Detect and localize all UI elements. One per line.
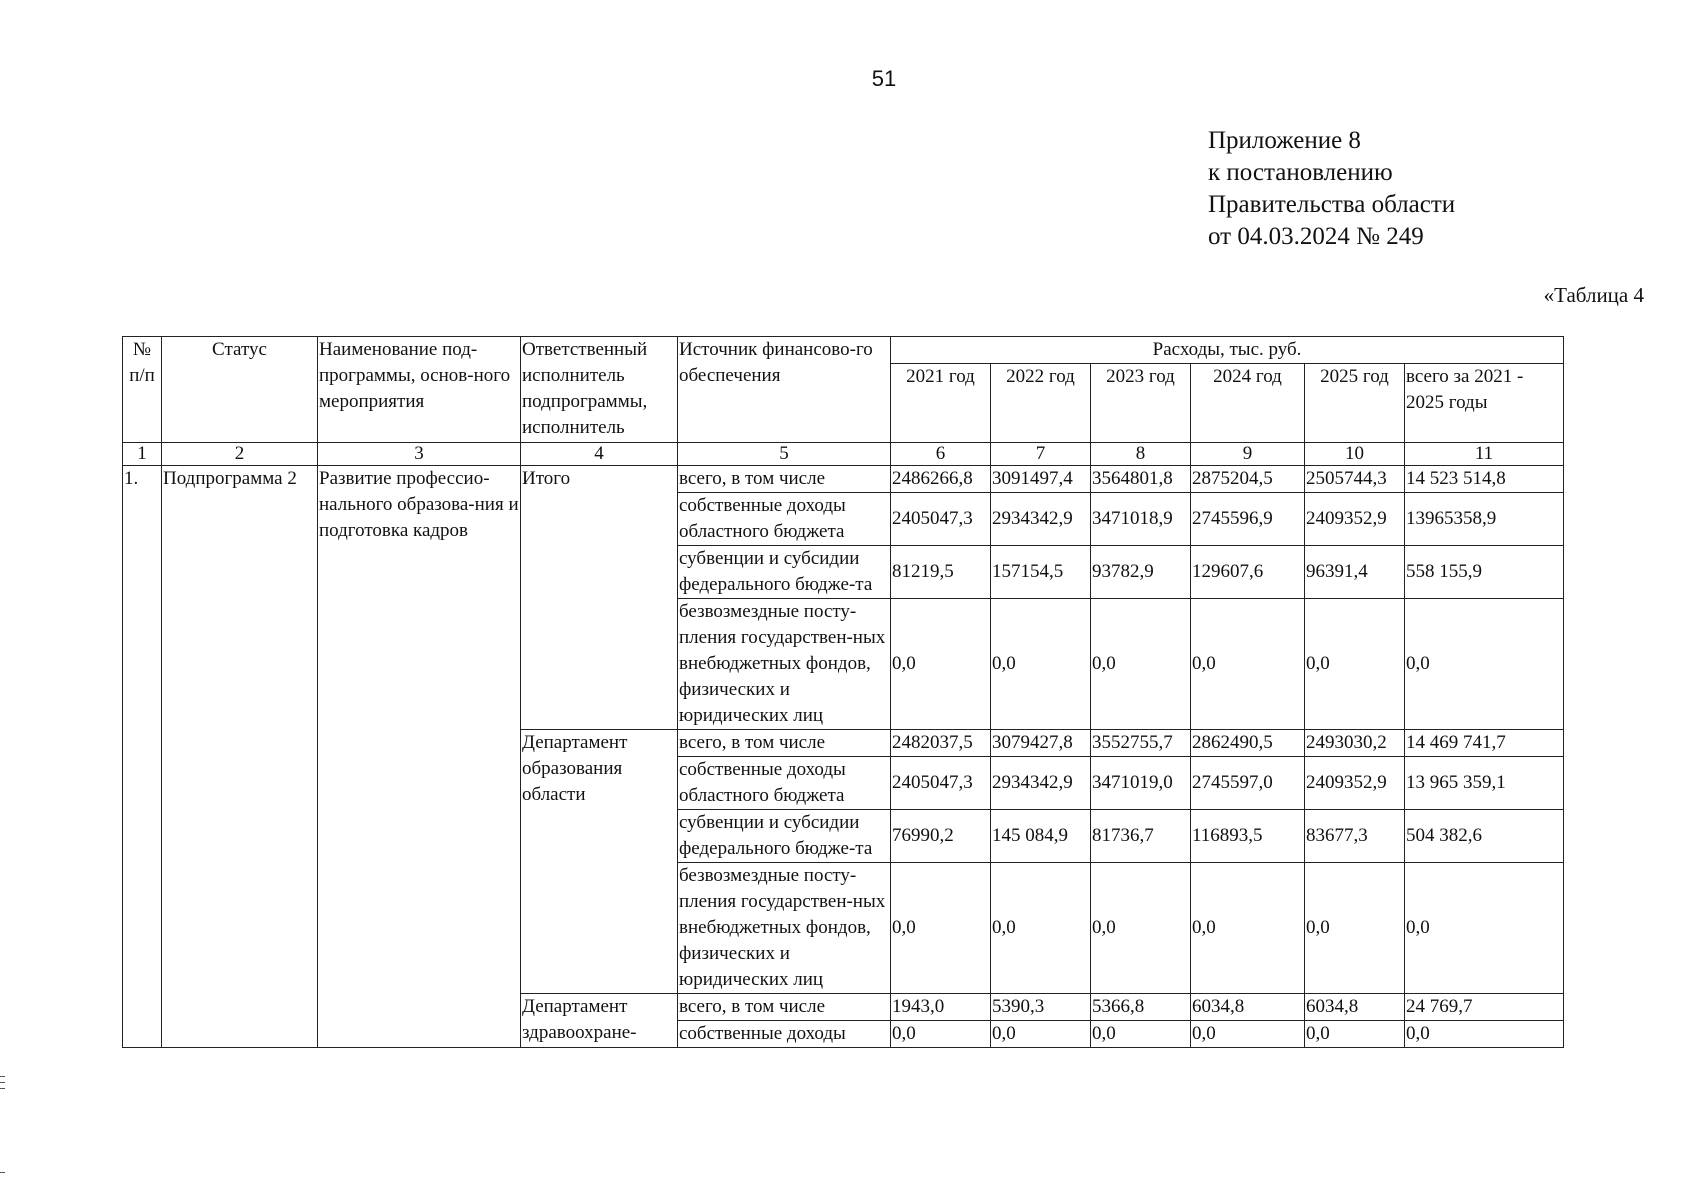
value-cell: 0,0 [1405, 1021, 1564, 1048]
value-cell: 0,0 [1191, 863, 1305, 994]
header-year-2023: 2023 год [1091, 364, 1191, 443]
source-cell: безвозмездные посту-пления государствен-ных внебюджетных фондов, физических и юридических лиц [678, 863, 891, 994]
column-number-row [123, 443, 1564, 466]
value-cell: 2745597,0 [1191, 757, 1305, 810]
value-cell: 3079427,8 [991, 730, 1091, 757]
header-year-total: всего за 2021 - 2025 годы [1405, 364, 1564, 443]
header-expenses: Расходы, тыс. руб. [891, 337, 1564, 364]
row-subprogram-name: Развитие профессио-нального образова-ния и подготовка кадров [318, 466, 521, 1048]
value-cell: 0,0 [991, 1021, 1091, 1048]
value-cell: 2505744,3 [1305, 466, 1405, 493]
value-cell: 558 155,9 [1405, 546, 1564, 599]
header-executor: Ответственный исполнитель подпрограммы, исполнитель [521, 337, 678, 443]
appendix-line-4: от 04.03.2024 № 249 [1208, 223, 1424, 250]
value-cell: 13965358,9 [1405, 493, 1564, 546]
source-cell: собственные доходы областного бюджета [678, 757, 891, 810]
source-cell: безвозмездные посту-пления государствен-ных внебюджетных фондов, физических и юридических лиц [678, 599, 891, 730]
table-caption: «Таблица 4 [1543, 283, 1644, 307]
header-year-2022: 2022 год [991, 364, 1091, 443]
column-number: 10 [1305, 443, 1405, 466]
value-cell: 0,0 [1091, 599, 1191, 730]
value-cell: 24 769,7 [1405, 994, 1564, 1021]
value-cell: 157154,5 [991, 546, 1091, 599]
value-cell: 76990,2 [891, 810, 991, 863]
value-cell: 3091497,4 [991, 466, 1091, 493]
source-cell: субвенции и субсидии федерального бюдже-та [678, 810, 891, 863]
value-cell: 3552755,7 [1091, 730, 1191, 757]
value-cell: 83677,3 [1305, 810, 1405, 863]
source-cell: всего, в том числе [678, 466, 891, 493]
table-row [123, 466, 1564, 493]
value-cell: 0,0 [1405, 863, 1564, 994]
appendix-line-1: Приложение 8 [1208, 127, 1361, 154]
scan-edge-mark [0, 1088, 5, 1089]
value-cell: 2405047,3 [891, 757, 991, 810]
value-cell: 3471019,0 [1091, 757, 1191, 810]
value-cell: 2745596,9 [1191, 493, 1305, 546]
value-cell: 0,0 [1191, 1021, 1305, 1048]
source-cell: собственные доходы областного бюджета [678, 493, 891, 546]
value-cell: 3564801,8 [1091, 466, 1191, 493]
value-cell: 93782,9 [1091, 546, 1191, 599]
value-cell: 0,0 [1091, 1021, 1191, 1048]
header-row-1 [123, 337, 1564, 364]
value-cell: 6034,8 [1191, 994, 1305, 1021]
executor-health: Департамент здравоохране- [521, 994, 678, 1048]
value-cell: 0,0 [1191, 599, 1305, 730]
value-cell: 96391,4 [1305, 546, 1405, 599]
header-year-2024: 2024 год [1191, 364, 1305, 443]
value-cell: 2934342,9 [991, 757, 1091, 810]
value-cell: 81736,7 [1091, 810, 1191, 863]
scan-edge-mark [0, 1076, 5, 1077]
value-cell: 2482037,5 [891, 730, 991, 757]
value-cell: 129607,6 [1191, 546, 1305, 599]
header-year-2025: 2025 год [1305, 364, 1405, 443]
value-cell: 2493030,2 [1305, 730, 1405, 757]
value-cell: 0,0 [891, 599, 991, 730]
source-cell: всего, в том числе [678, 994, 891, 1021]
column-number: 1 [123, 443, 162, 466]
value-cell: 6034,8 [1305, 994, 1405, 1021]
value-cell: 145 084,9 [991, 810, 1091, 863]
page-number: 51 [871, 66, 897, 91]
column-number: 7 [991, 443, 1091, 466]
header-status: Статус [162, 337, 318, 443]
value-cell: 0,0 [891, 863, 991, 994]
value-cell: 3471018,9 [1091, 493, 1191, 546]
appendix-block [1208, 125, 1455, 253]
executor-total: Итого [521, 466, 678, 730]
row-status: Подпрограмма 2 [162, 466, 318, 1048]
scan-edge-mark [0, 1172, 5, 1173]
value-cell: 2409352,9 [1305, 493, 1405, 546]
value-cell: 0,0 [991, 863, 1091, 994]
column-number: 3 [318, 443, 521, 466]
value-cell: 5390,3 [991, 994, 1091, 1021]
header-source: Источник финансово-го обеспечения [678, 337, 891, 443]
column-number: 9 [1191, 443, 1305, 466]
value-cell: 14 523 514,8 [1405, 466, 1564, 493]
value-cell: 2862490,5 [1191, 730, 1305, 757]
column-number: 11 [1405, 443, 1564, 466]
value-cell: 0,0 [1305, 863, 1405, 994]
value-cell: 0,0 [1305, 1021, 1405, 1048]
source-cell: всего, в том числе [678, 730, 891, 757]
row-number: 1. [123, 466, 162, 1048]
appendix-line-3: Правительства области [1208, 191, 1456, 218]
header-year-2021: 2021 год [891, 364, 991, 443]
value-cell: 13 965 359,1 [1405, 757, 1564, 810]
value-cell: 2486266,8 [891, 466, 991, 493]
value-cell: 0,0 [1305, 599, 1405, 730]
value-cell: 2405047,3 [891, 493, 991, 546]
executor-education: Департамент образования области [521, 730, 678, 994]
value-cell: 0,0 [891, 1021, 991, 1048]
value-cell: 5366,8 [1091, 994, 1191, 1021]
header-name: Наименование под-программы, основ-ного мероприятия [318, 337, 521, 443]
column-number: 5 [678, 443, 891, 466]
value-cell: 1943,0 [891, 994, 991, 1021]
budget-table [122, 336, 1564, 1048]
value-cell: 0,0 [991, 599, 1091, 730]
scan-edge-mark [0, 1082, 5, 1083]
appendix-line-2: к постановлению [1208, 159, 1393, 186]
value-cell: 504 382,6 [1405, 810, 1564, 863]
source-cell: субвенции и субсидии федерального бюдже-та [678, 546, 891, 599]
column-number: 6 [891, 443, 991, 466]
header-num: № п/п [123, 337, 162, 443]
value-cell: 0,0 [1405, 599, 1564, 730]
value-cell: 0,0 [1091, 863, 1191, 994]
value-cell: 2409352,9 [1305, 757, 1405, 810]
column-number: 4 [521, 443, 678, 466]
column-number: 2 [162, 443, 318, 466]
value-cell: 81219,5 [891, 546, 991, 599]
value-cell: 2875204,5 [1191, 466, 1305, 493]
value-cell: 2934342,9 [991, 493, 1091, 546]
column-number: 8 [1091, 443, 1191, 466]
value-cell: 14 469 741,7 [1405, 730, 1564, 757]
value-cell: 116893,5 [1191, 810, 1305, 863]
source-cell: собственные доходы [678, 1021, 891, 1048]
